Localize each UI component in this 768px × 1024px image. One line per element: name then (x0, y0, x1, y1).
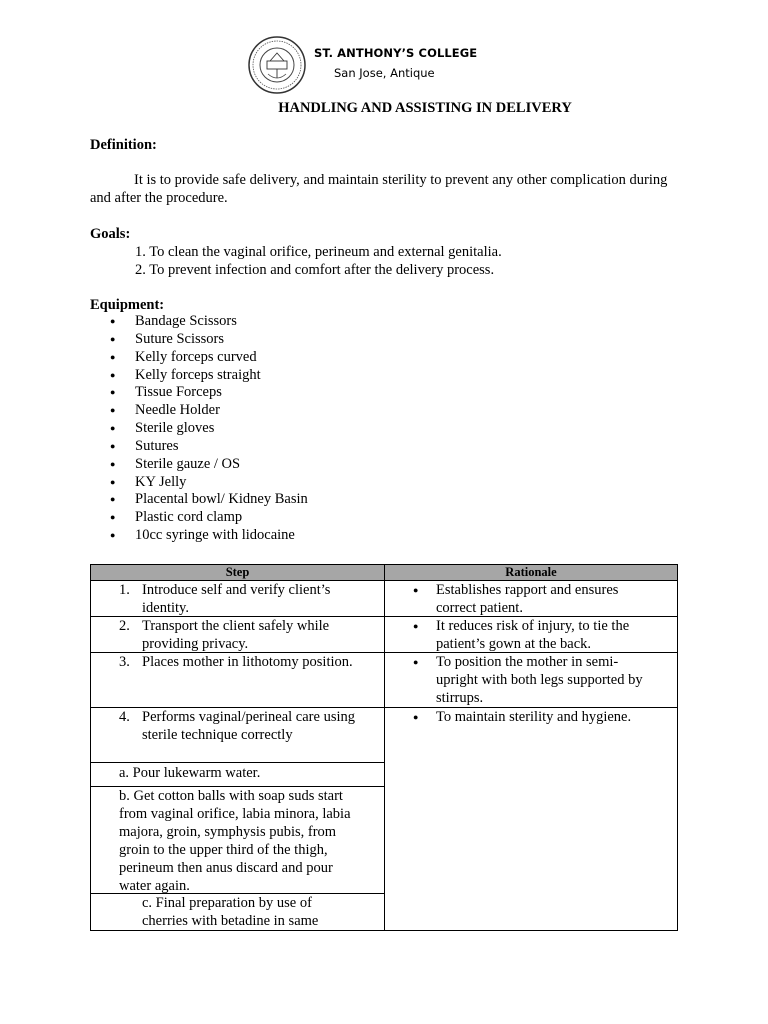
goal-item: 1. To clean the vaginal orifice, perineum and external genitalia. (135, 244, 502, 260)
equipment-list (110, 313, 308, 545)
substep-text: majora, groin, symphysis pubis, from (119, 824, 337, 840)
rationale-column-header: Rationale (384, 564, 678, 581)
substep-text: cherries with betadine in same (142, 913, 319, 929)
rationale-text: To position the mother in semi- (436, 654, 619, 670)
definition-heading: Definition: (90, 137, 157, 153)
step-text: Transport the client safely while (142, 618, 330, 634)
step-number: 4. (119, 709, 130, 725)
table-row-substep-b (90, 786, 385, 894)
definition-text: It is to provide safe delivery, and maintain sterility to prevent any other complication during and after the procedure. (90, 172, 668, 206)
step-text: Introduce self and verify client’s (142, 582, 331, 598)
rationale-text: upright with both legs supported by (436, 672, 643, 688)
table-row-rationale-4 (384, 707, 678, 931)
rationale-text: patient’s gown at the back. (436, 636, 592, 652)
table-row-rationale-3 (384, 652, 678, 708)
equipment-item: ● Plastic cord clamp (110, 509, 308, 527)
substep-text: perineum then anus discard and pour (119, 860, 333, 876)
equipment-item: ● Kelly forceps curved (110, 349, 308, 367)
step-number: 3. (119, 654, 130, 670)
rationale-text: correct patient. (436, 600, 523, 616)
equipment-item: ● Bandage Scissors (110, 313, 308, 331)
step-text: identity. (142, 600, 189, 616)
bullet-icon: ● (413, 621, 419, 631)
bullet-icon: ● (413, 585, 419, 595)
equipment-item: ● Sutures (110, 438, 308, 456)
procedure-table (90, 564, 678, 931)
table-row-substep-c (90, 893, 385, 931)
rationale-text: To maintain sterility and hygiene. (436, 709, 632, 725)
table-row-substep-a (90, 762, 385, 787)
table-row-rationale-2 (384, 616, 678, 653)
rationale-text: It reduces risk of injury, to tie the (436, 618, 630, 634)
substep-text: groin to the upper third of the thigh, (119, 842, 328, 858)
table-row-step-2 (90, 616, 385, 653)
college-location: San Jose, Antique (334, 66, 435, 80)
table-row-step-4 (90, 707, 385, 763)
substep-text: c. Final preparation by use of (142, 895, 312, 911)
step-text: providing privacy. (142, 636, 249, 652)
step-text: Places mother in lithotomy position. (142, 654, 353, 670)
document-title: HANDLING AND ASSISTING IN DELIVERY (278, 100, 572, 116)
substep-text: b. Get cotton balls with soap suds start (119, 788, 343, 804)
equipment-item: ● 10cc syringe with lidocaine (110, 527, 308, 545)
goal-item: 2. To prevent infection and comfort after the delivery process. (135, 262, 495, 278)
equipment-item: ● Sterile gloves (110, 420, 308, 438)
step-text: Performs vaginal/perineal care using (142, 709, 355, 725)
college-name: ST. ANTHONY’S COLLEGE (314, 46, 478, 60)
step-number: 2. (119, 618, 130, 634)
step-column-header: Step (90, 564, 385, 581)
goals-heading: Goals: (90, 226, 131, 242)
table-row-step-3 (90, 652, 385, 708)
equipment-item: ● Needle Holder (110, 402, 308, 420)
step-text: sterile technique correctly (142, 727, 293, 743)
equipment-item: ● Kelly forceps straight (110, 367, 308, 385)
equipment-item: ● Placental bowl/ Kidney Basin (110, 491, 308, 509)
college-seal-icon (248, 36, 306, 94)
substep-text: a. Pour lukewarm water. (119, 765, 261, 781)
table-row-rationale-1 (384, 580, 678, 617)
step-number: 1. (119, 582, 130, 598)
substep-text: water again. (119, 878, 190, 894)
table-row-step-1 (90, 580, 385, 617)
rationale-text: stirrups. (436, 690, 484, 706)
bullet-icon: ● (413, 657, 419, 667)
equipment-heading: Equipment: (90, 297, 165, 313)
rationale-text: Establishes rapport and ensures (436, 582, 619, 598)
document-header (248, 36, 588, 94)
bullet-icon: ● (413, 712, 419, 722)
substep-text: from vaginal orifice, labia minora, labia (119, 806, 351, 822)
equipment-item: ● KY Jelly (110, 474, 308, 492)
equipment-item: ● Sterile gauze / OS (110, 456, 308, 474)
equipment-item: ● Suture Scissors (110, 331, 308, 349)
equipment-item: ● Tissue Forceps (110, 384, 308, 402)
